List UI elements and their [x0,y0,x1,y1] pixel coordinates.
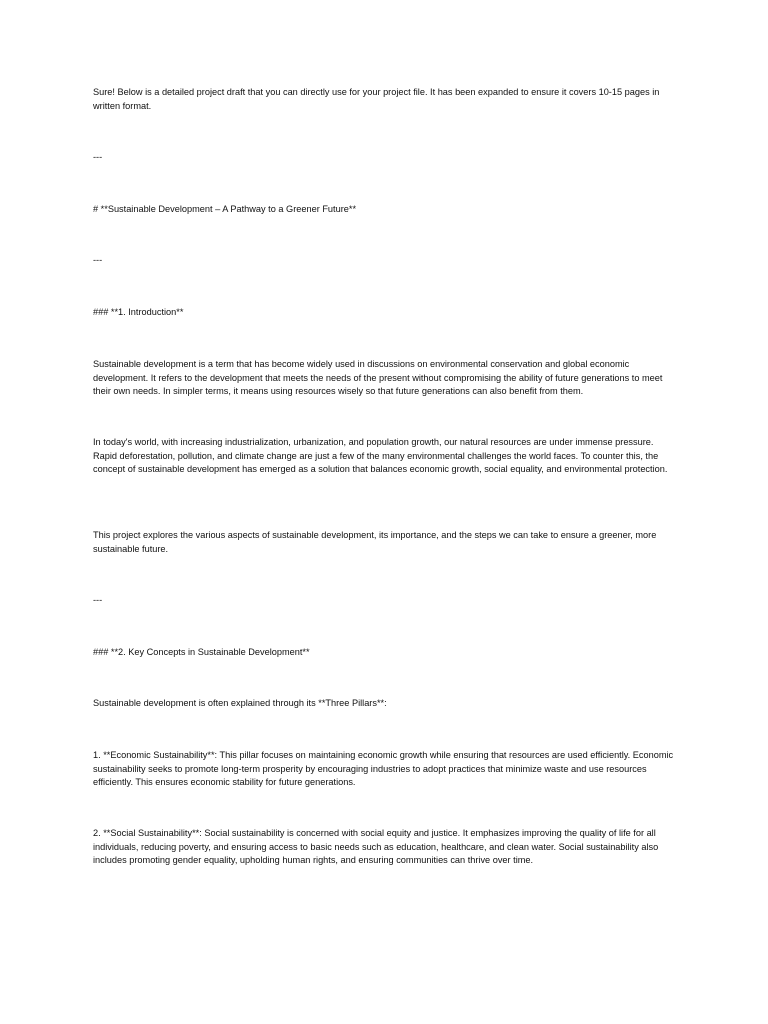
intro-note: Sure! Below is a detailed project draft that you can directly use for your project file. It has been expanded to ensure it covers 10-15 pages in written format. [93,87,660,111]
separator: --- [93,255,103,265]
list-item-economic-sustainability: 1. **Economic Sustainability**: This pillar focuses on maintaining economic growth while ensuring that resources are used efficiently. Economic sustainability seeks to promote long-term prosperity by encouraging industries to adopt practices that minimize waste and use resources efficiently. This ensures economic stability for future generations. [93,750,674,788]
section-heading-key-concepts: ### **2. Key Concepts in Sustainable Development** [93,647,310,657]
paragraph: In today's world, with increasing industrialization, urbanization, and population growth, our natural resources are under immense pressure. Rapid deforestation, pollution, and climate change are just a few of the many environmental challenges the world faces. To counter this, the concept of sustainable development has emerged as a solution that balances economic growth, social equality, and environmental protection. [93,437,668,475]
separator: --- [93,595,103,605]
paragraph: Sustainable development is often explained through its **Three Pillars**: [93,698,387,708]
document-title: # **Sustainable Development – A Pathway to a Greener Future** [93,204,357,214]
separator: --- [93,152,103,162]
paragraph: This project explores the various aspects of sustainable development, its importance, and the steps we can take to ensure a greener, more sustainable future. [93,530,657,554]
section-heading-introduction: ### **1. Introduction** [93,307,184,317]
list-item-social-sustainability: 2. **Social Sustainability**: Social sustainability is concerned with social equity and justice. It emphasizes improving the quality of life for all individuals, reducing poverty, and ensuring access to basic needs such as education, healthcare, and clean water. Social sustainability also includes promoting gender equality, upholding human rights, and ensuring communities can thrive over time. [93,828,659,866]
paragraph: Sustainable development is a term that has become widely used in discussions on environmental conservation and global economic development. It refers to the development that meets the needs of the present without compromising the ability of future generations to meet their own needs. In simpler terms, it means using resources wisely so that future generations can also benefit from them. [93,359,663,397]
